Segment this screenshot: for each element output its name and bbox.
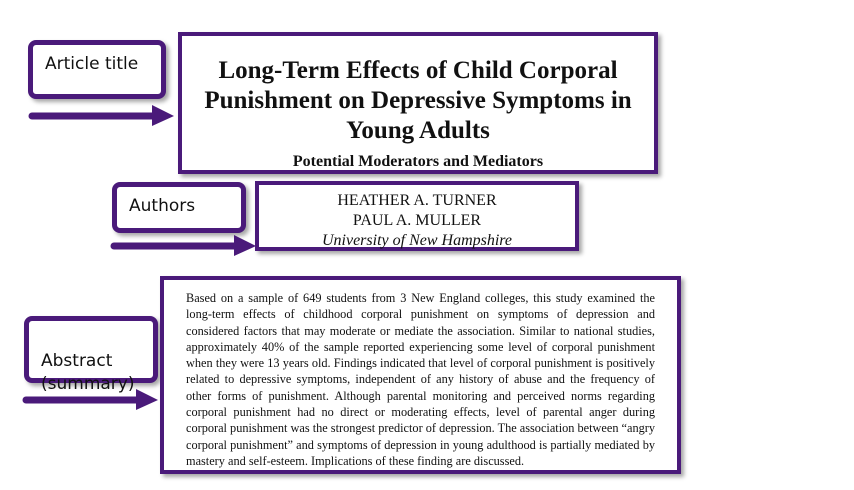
authors-arrow-icon xyxy=(110,234,260,256)
article-title-callout xyxy=(28,40,166,99)
abstract-panel xyxy=(160,276,681,474)
author-name: HEATHER A. TURNER xyxy=(337,192,497,209)
author-name: PAUL A. MULLER xyxy=(352,212,482,229)
title-panel xyxy=(178,32,658,174)
abstract-callout-label: Abstract (summary) xyxy=(41,351,135,394)
article-title-arrow-icon xyxy=(28,104,178,126)
authors-callout xyxy=(112,182,246,233)
article-title-callout-label: Article title xyxy=(45,54,139,74)
article-subtitle: Potential Moderators and Mediators xyxy=(292,153,544,170)
authors-callout-label: Authors xyxy=(129,196,196,216)
authors-panel xyxy=(255,181,579,251)
abstract-callout xyxy=(24,316,158,394)
abstract-text: Based on a sample of 649 students from 3 New England colleges, this study examined the long-term effects of childhood corporal punishment on symptoms of depression and considered factors that may moderate or mediate the association. Similar to national studies, approximately 40% of the sample reported experiencing some level of corporal punishment when they were 13 years old. Findings indicated that level of corporal punishment is positively related to depressive symptoms, independent of any history of abuse and the frequency of other forms of punishment. Although parental monitoring and perceived norms regarding corporal punishment had no direct or moderating effects, level of parental anger during corporal punishment was the strongest predictor of depression. The association between “angry corporal punishment” and symptoms of depression in young adulthood is partially mediated by mastery and self-esteem. Implications of these finding are discussed. xyxy=(186,291,655,468)
abstract-arrow-icon xyxy=(22,388,162,410)
article-title: Long-Term Effects of Child Corporal Punishment on Depressive Symptoms in Young Adults xyxy=(204,57,632,144)
author-affiliation: University of New Hampshire xyxy=(321,232,513,249)
